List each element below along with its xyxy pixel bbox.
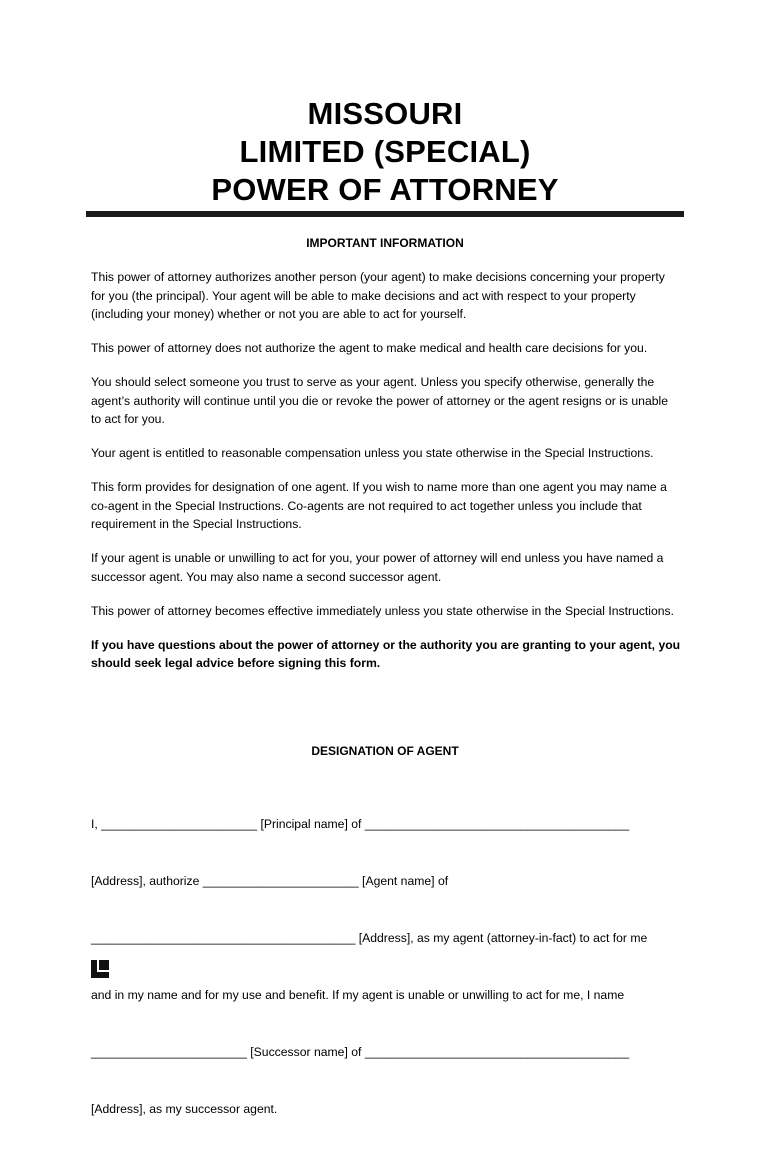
paragraph-co-agent: This form provides for designation of one agent. If you wish to name more than one agent you may name a co-agent in the Special Instructions. Co-agents are not required to act together unless you include that requirement in the Special Instructions. [91,480,667,531]
title-line-main: POWER OF ATTORNEY [211,172,559,207]
title-line-type: LIMITED (SPECIAL) [239,134,531,169]
paragraph-no-medical: This power of attorney does not authorize the agent to make medical and health care decisions for you. [91,341,648,355]
designation-heading: DESIGNATION OF AGENT [311,744,459,758]
designation-of-agent-body [91,777,681,1157]
title-line-state: MISSOURI [307,96,463,131]
document-title [86,95,684,209]
paragraph-legal-advice: If you have questions about the power of attorney or the authority you are granting to your agent, you should seek legal advice before signing this form. [91,637,681,670]
designation-line: _______________________ [Successor name] of _______________________________________ [91,1045,630,1059]
designation-line: [Address], as my successor agent. [91,1102,278,1116]
important-information-heading: IMPORTANT INFORMATION [306,236,464,250]
paragraph-compensation: Your agent is entitled to reasonable compensation unless you state otherwise in the Special Instructions. [91,446,654,460]
document-logo-icon [91,960,109,978]
designation-line: [Address], authorize _______________________ [Agent name] of [91,874,449,888]
paragraph-effective: This power of attorney becomes effective immediately unless you state otherwise in the Special Instructions. [91,603,675,618]
designation-line: and in my name and for my use and benefit. If my agent is unable or unwilling to act for me, I name [91,988,625,1002]
paragraph-select-agent: You should select someone you trust to serve as your agent. Unless you specify otherwise, generally the agent’s authority will continue until you die or revoke the power of attorney or the agent resigns or is unable to act for you. [91,375,668,426]
important-information-body [91,268,681,688]
paragraph-authorization: This power of attorney authorizes another person (your agent) to make decisions concerning your property for you (the principal). Your agent will be able to make decisions and act with respect to your property (including your money) whether or not you are able to act for yourself. [91,270,665,321]
paragraph-successor: If your agent is unable or unwilling to act for you, your power of attorney will end unless you have named a successor agent. You may also name a second successor agent. [91,551,664,584]
title-divider [86,211,684,217]
designation-line: I, _______________________ [Principal name] of _______________________________________ [91,817,630,831]
designation-line: _______________________________________ [Address], as my agent (attorney-in-fact) to act for me [91,931,648,945]
